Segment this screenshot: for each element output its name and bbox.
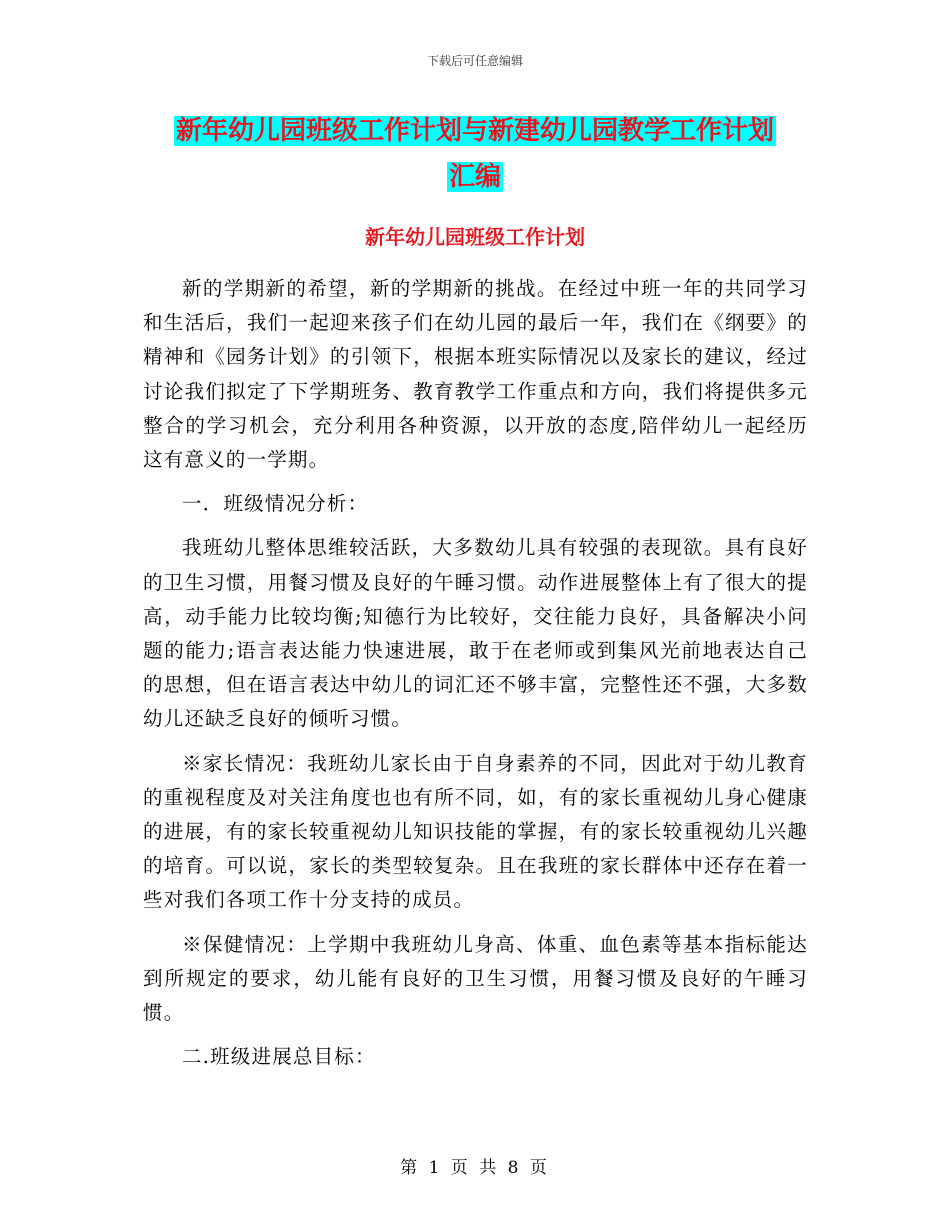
header-note: 下载后可任意编辑 xyxy=(426,54,523,68)
document-title-line-1: 新年幼儿园班级工作计划与新建幼儿园教学工作计划 xyxy=(175,116,774,146)
heading-class-goals: 二.班级进展总目标： xyxy=(182,1045,376,1069)
heading-class-analysis: 一．班级情况分析： xyxy=(182,492,369,516)
document-body xyxy=(143,272,808,1074)
section-title: 新年幼儿园班级工作计划 xyxy=(365,225,585,249)
document-title xyxy=(0,108,950,200)
paragraph-health: ※保健情况：上学期中我班幼儿身高、体重、血色素等基本指标能达到所规定的要求，幼儿能有良好的卫生习惯，用餐习惯及良好的午睡习惯。 xyxy=(143,932,808,1025)
paragraph-children-analysis: 我班幼儿整体思维较活跃，大多数幼儿具有较强的表现欲。具有良好的卫生习惯，用餐习惯及良好的午睡习惯。动作进展整体上有了很大的提高，动手能力比较均衡;知德行为比较好，交往能力良好，具备解决小问题的能力;语言表达能力快速进展，敢于在老师或到集风光前地表达自己的思想，但在语言表达中幼儿的词汇还不够丰富，完整性还不强，大多数幼儿还缺乏良好的倾听习惯。 xyxy=(143,536,808,731)
paragraph-parents: ※家长情况：我班幼儿家长由于自身素养的不同，因此对于幼儿教育的重视程度及对关注角度也也有所不同，如，有的家长重视幼儿身心健康的进展，有的家长较重视幼儿知识技能的掌握，有的家长较重视幼儿兴趣的培育。可以说，家长的类型较复杂。且在我班的家长群体中还存在着一些对我们各项工作十分支持的成员。 xyxy=(143,751,808,912)
page-number: 第 1 页 共 8 页 xyxy=(400,1158,550,1178)
document-title-line-2: 汇编 xyxy=(448,162,501,192)
paragraph-intro: 新的学期新的希望，新的学期新的挑战。在经过中班一年的共同学习和生活后，我们一起迎来孩子们在幼儿园的最后一年，我们在《纲要》的精神和《园务计划》的引领下，根据本班实际情况以及家长的建议，经过讨论我们拟定了下学期班务、教育教学工作重点和方向，我们将提供多元整合的学习机会，充分利用各种资源，以开放的态度,陪伴幼儿一起经历这有意义的一学期。 xyxy=(143,277,808,472)
